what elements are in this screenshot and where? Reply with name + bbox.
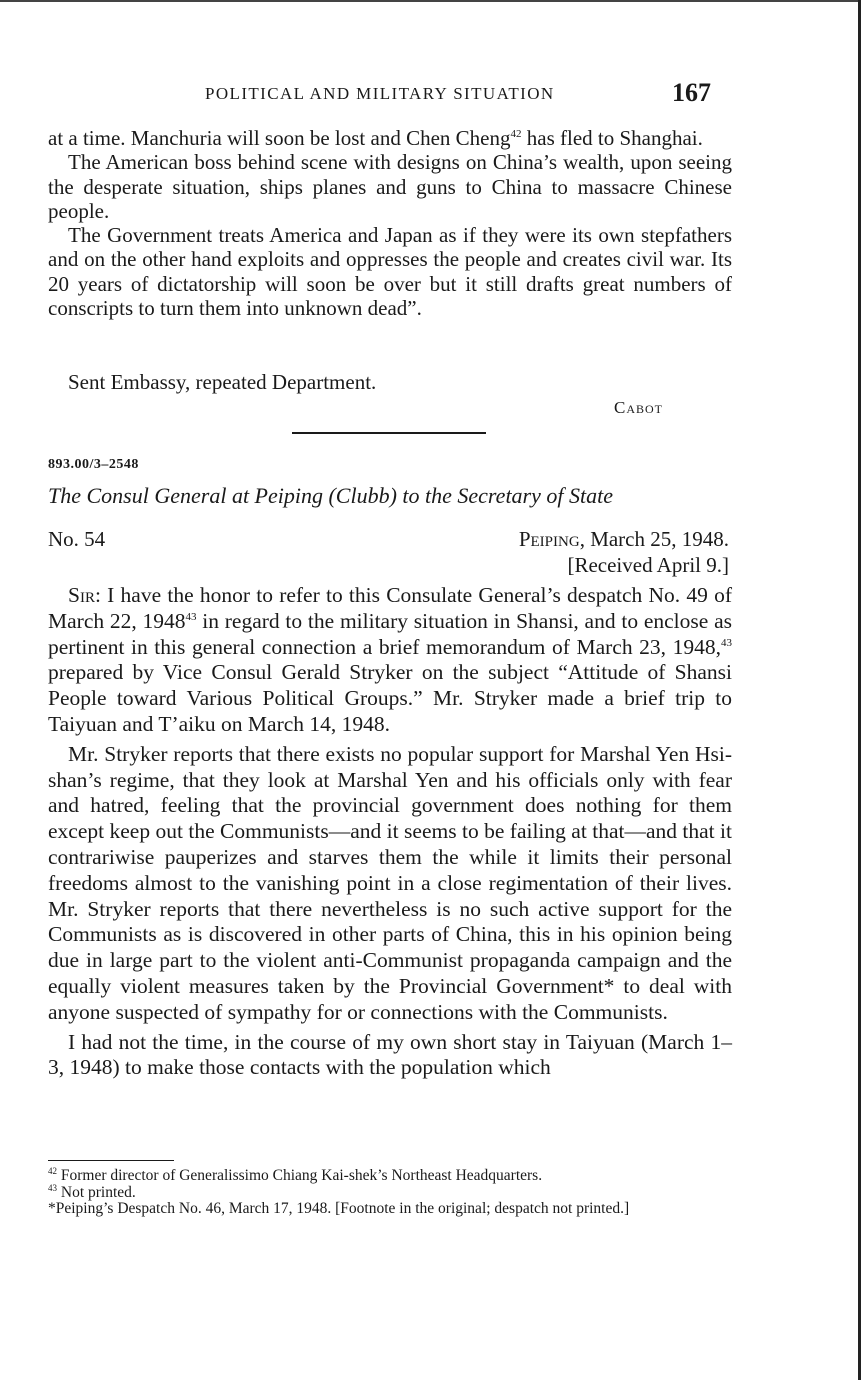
paragraph-american-boss: The American boss behind scene with designs on China’s wealth, upon seeing the desperate situation, ships planes and guns to China to massacre Chinese people.: [48, 150, 732, 223]
despatch-number: No. 54: [48, 527, 106, 551]
page-top-edge: [0, 0, 861, 2]
dateline: [519, 527, 729, 552]
paragraph-continuation: [48, 126, 732, 150]
sent-line-block: [48, 370, 732, 394]
footnote-42: [48, 1168, 723, 1185]
despatch-body: [48, 583, 732, 1081]
para1-tail: has fled to Shanghai.: [521, 126, 703, 150]
footnote-ref-43b: 43: [721, 636, 732, 649]
paragraph-government: The Government treats America and Japan as if they were its own stepfathers and on the other hand exploits and oppresses the people and creates civil war. Its 20 years of dictatorship will soon be over but it still drafts great numbers of conscripts to turn them into unknown dead”.: [48, 223, 732, 321]
footnote-text: Not printed.: [60, 1183, 136, 1201]
footnote-mark: 43: [48, 1182, 57, 1193]
footnote-text: Former director of Generalissimo Chiang Kai-shek’s Northeast Headquarters.: [60, 1167, 543, 1184]
footnote-mark: *: [48, 1200, 56, 1217]
dateline-date: , March 25, 1948.: [579, 527, 729, 551]
footnote-mark: 42: [48, 1166, 57, 1176]
dateline-place: Peiping: [518, 527, 580, 551]
continued-text: [48, 126, 732, 320]
document-heading: The Consul General at Peiping (Clubb) to the Secretary of State: [48, 483, 613, 508]
para1-text: at a time. Manchuria will soon be lost and Chen Cheng: [48, 126, 511, 150]
footnote-asterisk: [48, 1201, 723, 1218]
footnote-43: [48, 1182, 723, 1202]
footnote-rule: [48, 1160, 174, 1161]
paragraph-sir: [48, 583, 732, 738]
p1-a: : I have the honor to refer to this Consulate General’s despatch No. 49 of March 22, 1948: [48, 583, 732, 633]
paragraph-stryker-reports: Mr. Stryker reports that there exists no popular support for Marshal Yen Hsi-shan’s regime, that they look at Marshal Yen and his officials only with fear and hatred, feeling that the provincial government does nothing for them except keep out the Communists—and it seems to be failing at that—and that it contrariwise pauperizes and starves them the while it limits their personal freedoms almost to the vanishing point in a close regimentation of their lives. Mr. Stryker reports that there nevertheless is no such active support for the Communists as is discovered in other parts of China, this in his opinion being due in large part to the violent anti-Communist propaganda campaign and the equally violent measures taken by the Provincial Government* to deal with anyone suspected of sympathy for or connections with the Communists.: [48, 741, 732, 1024]
salutation: Sir: [68, 583, 95, 607]
sent-line: Sent Embassy, repeated Department.: [68, 370, 377, 394]
p1-b: in regard to the military situation in Shansi, and to enclose as pertinent in this general connection a brief memorandum of March 23, 1948,: [48, 608, 732, 659]
file-number: 893.00/3–2548: [48, 457, 139, 472]
section-divider: [292, 432, 486, 434]
footnotes: [48, 1168, 723, 1218]
footnote-text: Peiping’s Despatch No. 46, March 17, 1948. [Footnote in the original; despatch not printed.]: [55, 1200, 630, 1217]
footnote-ref-42: 42: [510, 128, 522, 140]
p1-c: prepared by Vice Consul Gerald Stryker on the subject “Attitude of Shansi People toward Various Political Groups.” Mr. Stryker made a brief trip to Taiyuan and T’aiku on March 14, 1948.: [48, 660, 732, 736]
running-title: POLITICAL AND MILITARY SITUATION: [205, 84, 555, 103]
signature: Cabot: [614, 398, 664, 417]
received-date: [Received April 9.]: [567, 553, 729, 577]
footnote-ref-43a: 43: [185, 610, 197, 623]
page-number: 167: [672, 78, 711, 107]
paragraph-taiyuan: I had not the time, in the course of my own short stay in Taiyuan (March 1–3, 1948) to make those contacts with the population which: [48, 1029, 732, 1080]
